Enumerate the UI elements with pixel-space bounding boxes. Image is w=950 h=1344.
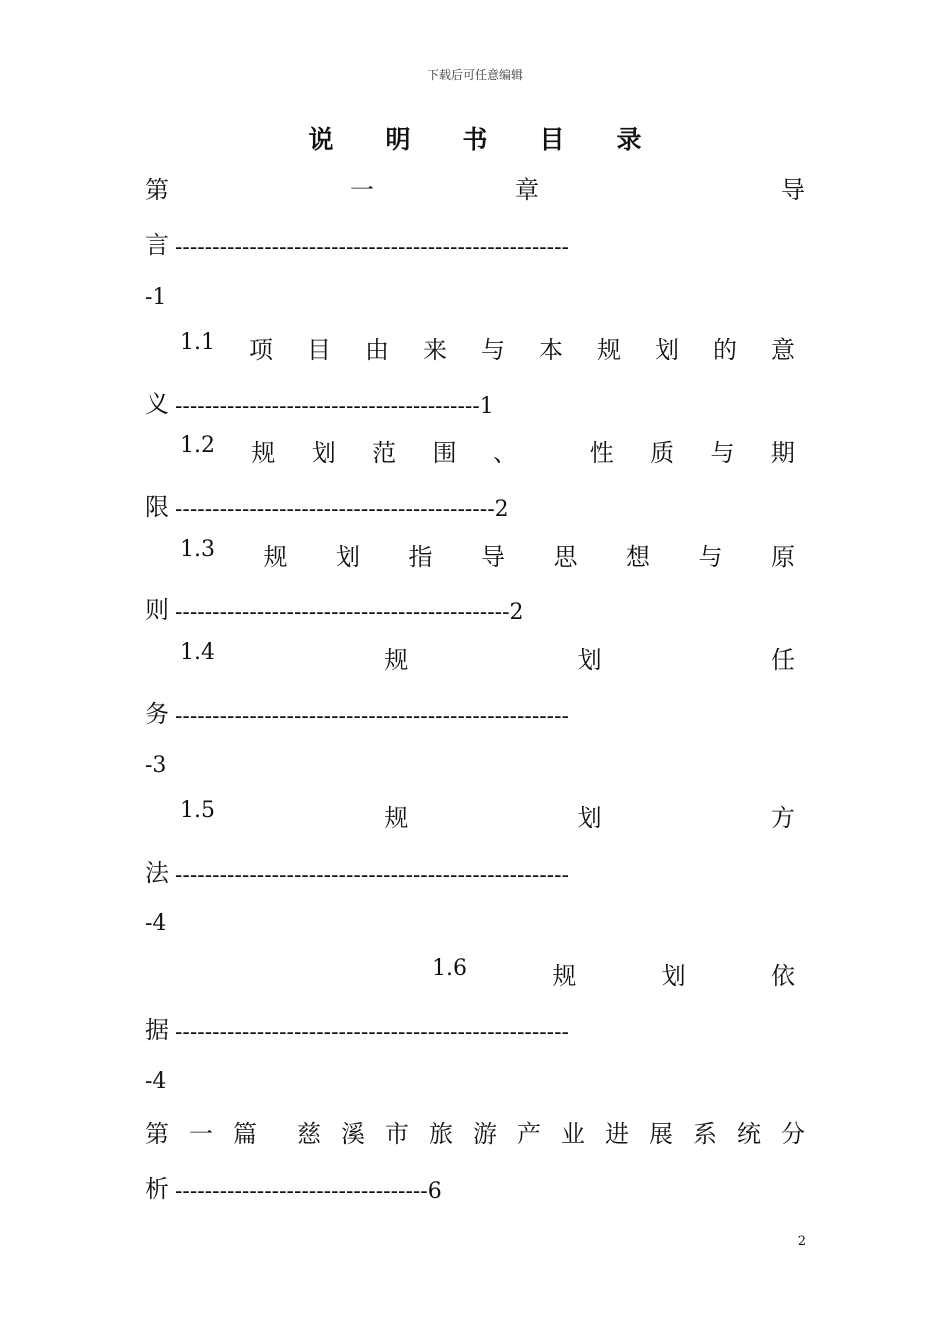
toc-char: 来 [423, 336, 447, 364]
page-ref: -4 [145, 911, 167, 936]
leader-dashes: ---------------------------------- [175, 1179, 428, 1204]
toc-char: 章 [515, 176, 539, 204]
toc-entry-leader [145, 487, 805, 522]
toc-page-number [145, 1066, 805, 1094]
page-number: 2 [797, 1234, 806, 1249]
toc-entry-heading [180, 537, 795, 572]
section-number: 1.1 [180, 330, 215, 355]
toc-char: 范 [372, 439, 397, 467]
toc-char: 目 [307, 336, 331, 364]
title-char: 说 [308, 125, 334, 154]
toc-char: 原 [771, 543, 795, 571]
toc-char: 的 [713, 336, 737, 364]
toc-entry-heading [145, 1114, 805, 1149]
toc-char: 划 [655, 336, 679, 364]
leader-dashes: ----------------------------------------------------- [175, 1020, 569, 1045]
toc-char: 篇 [233, 1120, 257, 1148]
toc-char: 一 [189, 1120, 213, 1148]
toc-entry-heading [180, 798, 795, 833]
toc-entry-leader [145, 1010, 805, 1045]
toc-char: 导 [781, 176, 805, 204]
toc-char: 第 [145, 1120, 169, 1148]
leader-dashes: ----------------------------------------- [175, 394, 480, 419]
section-number: 1.3 [180, 537, 215, 562]
section-number: 1.2 [180, 433, 215, 458]
toc-entry-leader [145, 1169, 805, 1204]
toc-char: 性 [589, 439, 614, 467]
toc-char: 依 [770, 962, 795, 990]
title-char: 书 [462, 125, 488, 154]
page-ref: -1 [145, 285, 167, 310]
toc-char: 期 [770, 439, 795, 467]
toc-char: 与 [710, 439, 735, 467]
toc-entry-leader [145, 590, 805, 625]
leader-dashes: ----------------------------------------------------- [175, 235, 569, 260]
toc-char: 统 [737, 1120, 761, 1148]
toc-char: 规 [552, 962, 577, 990]
page-ref: 2 [509, 600, 524, 625]
toc-entry-heading [432, 956, 795, 991]
toc-char: 划 [577, 646, 602, 674]
section-number: 1.5 [180, 798, 215, 823]
toc-char: 分 [781, 1120, 805, 1148]
section-number: 1.6 [432, 956, 467, 981]
leader-dashes: ----------------------------------------------------- [175, 704, 569, 729]
page-ref: -3 [145, 753, 167, 778]
section-number: 1.4 [180, 640, 215, 665]
title-char: 明 [385, 125, 411, 154]
toc-char: 限 [145, 493, 169, 521]
toc-char: 游 [473, 1120, 497, 1148]
toc-char: 划 [336, 543, 360, 571]
page-ref: 1 [479, 394, 494, 419]
toc-char: 思 [553, 543, 578, 571]
toc-entry-heading [180, 330, 795, 365]
toc-char: 规 [251, 439, 276, 467]
leader-dashes: ----------------------------------------------------- [175, 863, 569, 888]
toc-char: 系 [693, 1120, 717, 1148]
toc-char: 规 [384, 804, 409, 832]
toc-char: 划 [661, 962, 686, 990]
toc-char: 规 [263, 543, 288, 571]
toc-char: 划 [311, 439, 336, 467]
toc-char: 任 [770, 646, 795, 674]
page-ref: -4 [145, 1069, 167, 1094]
toc-entry-heading [180, 433, 795, 468]
toc-char: 项 [249, 336, 273, 364]
toc-char: 言 [145, 231, 169, 259]
toc-entry-leader [145, 853, 805, 888]
toc-char: 据 [145, 1016, 169, 1044]
page-ref: 2 [494, 497, 509, 522]
page-header: 下载后可任意编辑 [426, 68, 523, 82]
toc-char: 产 [517, 1120, 541, 1148]
toc-char: 市 [385, 1120, 409, 1148]
toc-char: 进 [605, 1120, 629, 1148]
toc-page-number [145, 750, 805, 778]
toc-char: 与 [698, 543, 723, 571]
toc-char: 导 [481, 543, 505, 571]
toc-char: 第 [145, 176, 169, 204]
toc-char: 一 [350, 176, 374, 204]
toc-char: 方 [770, 804, 795, 832]
toc-char: 由 [365, 336, 389, 364]
toc-char: 围 [432, 439, 457, 467]
toc-page-number [145, 908, 805, 936]
toc-char: 义 [145, 390, 169, 418]
toc-entry-leader [145, 384, 805, 419]
toc-char: 析 [145, 1175, 169, 1203]
toc-entry-heading [145, 170, 805, 205]
toc-char: 质 [650, 439, 675, 467]
toc-entry-leader [145, 694, 805, 729]
toc-char: 规 [384, 646, 409, 674]
toc-entry-heading [180, 640, 795, 675]
leader-dashes: --------------------------------------------- [175, 600, 510, 625]
toc-char: 展 [649, 1120, 673, 1148]
toc-char: 想 [626, 543, 650, 571]
toc-char: 溪 [341, 1120, 365, 1148]
toc-page-number [145, 282, 805, 310]
toc-char: 、 [492, 439, 517, 467]
toc-char: 务 [145, 700, 169, 728]
title-char: 目 [539, 125, 565, 154]
toc-char: 与 [481, 336, 505, 364]
toc-char: 规 [597, 336, 621, 364]
toc-entry-leader [145, 225, 805, 260]
toc-char: 法 [145, 859, 169, 887]
toc-char: 则 [145, 596, 169, 624]
leader-dashes: ------------------------------------------- [175, 497, 495, 522]
page-ref: 6 [427, 1179, 442, 1204]
toc-char: 慈 [297, 1120, 321, 1148]
toc-char: 业 [561, 1120, 585, 1148]
toc-char: 指 [408, 543, 433, 571]
toc-char: 旅 [429, 1120, 453, 1148]
title-char: 录 [616, 125, 642, 154]
toc-title [0, 120, 950, 156]
toc-char: 划 [577, 804, 602, 832]
toc-char: 本 [539, 336, 563, 364]
toc-char: 意 [771, 336, 795, 364]
